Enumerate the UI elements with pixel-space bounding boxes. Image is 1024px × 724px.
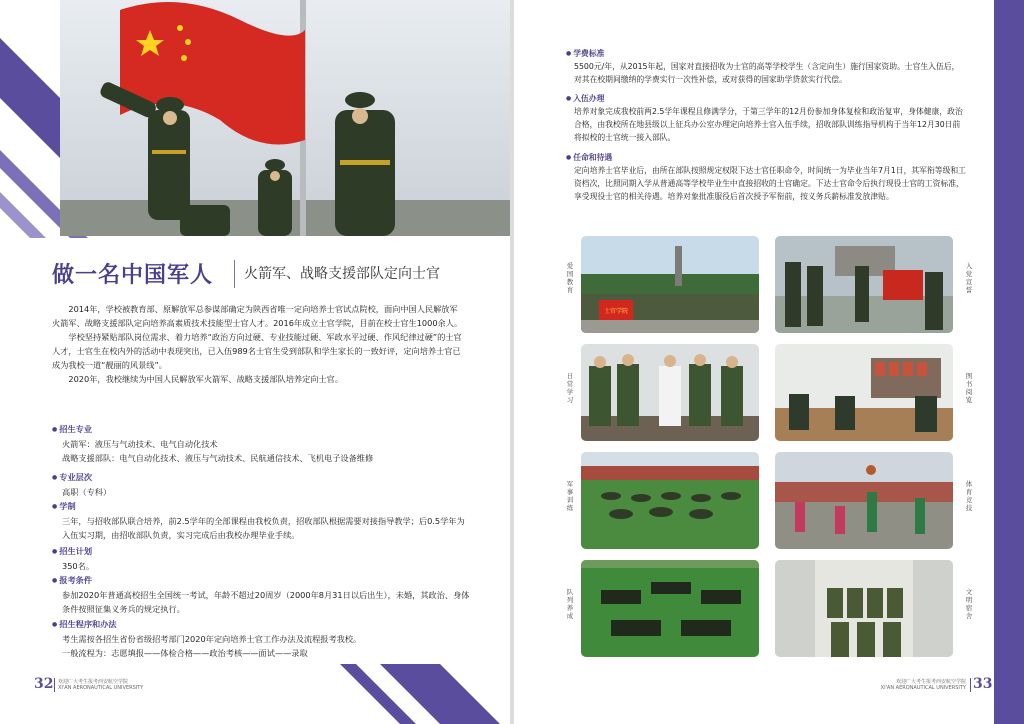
page-number: 32 <box>34 676 54 692</box>
section-heading: ● 报考条件 <box>52 573 472 588</box>
page-title: 做一名中国军人 <box>52 263 214 288</box>
section-appointment <box>566 151 966 203</box>
photo-military-training <box>581 452 759 549</box>
caption-formation-drill: 队列养成 <box>566 588 574 620</box>
section-line: 火箭军：液压与气动技术、电气自动化技术 <box>62 439 218 449</box>
section-line: 战略支援部队：电气自动化技术、液压与气动技术、民航通信技术、飞机电子设备维修 <box>62 453 374 463</box>
section-quota <box>52 544 472 573</box>
left-page <box>0 0 510 724</box>
section-duration <box>52 499 472 542</box>
section-enlistment <box>566 92 966 144</box>
footer-divider <box>970 678 971 692</box>
banner-text: 士官学院 <box>603 308 629 315</box>
section-heading: ● 专业层次 <box>52 470 472 485</box>
section-heading: ● 任命和待遇 <box>566 151 966 164</box>
caption-party-oath: 入党宣誓 <box>965 262 973 294</box>
page-title-block <box>52 258 472 298</box>
section-heading: ● 招生计划 <box>52 544 472 559</box>
section-tuition <box>566 47 966 86</box>
photo-library-reading <box>775 344 953 441</box>
hero-photo-flag-raising <box>60 0 510 236</box>
section-line: 三年，与招收部队联合培养，前2.5学年的全部课程由我校负责，招收部队根据需要对接指导教学；后0.5学年为入伍实习期，由招收部队负责，实习完成后由我校办理毕业手续。 <box>62 516 465 540</box>
section-majors <box>52 422 472 465</box>
section-line: 参加2020年普通高校招生全国统一考试，年龄不超过20周岁（2000年8月31日以后出生），未婚，其政治、身体条件按照征集义务兵的规定执行。 <box>62 590 470 614</box>
section-text: 5500元/年，从2015年起，国家对直接招收为士官的高等学校学生（含定向生）施行国家资助。士官生入伍后，对其在校期间缴纳的学费实行一次性补偿，或对获得的国家助学贷款实行代偿。 <box>574 62 960 84</box>
intro-paragraph: 2020年，我校继续为中国人民解放军火箭军、战略支援部队培养定向士官。 <box>68 374 344 384</box>
footer-text <box>58 679 143 691</box>
purple-diagonal-stripes-bottom <box>320 664 510 724</box>
section-text: 培养对象完成我校前两2.5学年课程且修满学分，于第三学年的12月份参加身体复检和政治复审，身体健康，政治合格，由我校所在地县级以上征兵办公室办理定向培养士官入伍手续，招收部队训练指导机构于当年12月30日前将拟校的士官统一接入部队。 <box>574 107 963 142</box>
photo-daily-study <box>581 344 759 441</box>
footer-text <box>880 679 966 691</box>
section-line: 350名。 <box>62 561 95 571</box>
photo-formation-drill <box>581 560 759 657</box>
section-heading: ● 招生程序和办法 <box>52 617 472 632</box>
intro-text <box>52 302 464 386</box>
section-heading: ● 入伍办理 <box>566 92 966 105</box>
photo-party-oath <box>775 236 953 333</box>
photo-dormitory <box>775 560 953 657</box>
section-procedure <box>52 617 472 660</box>
caption-patriotic-education: 爱国教育 <box>566 262 574 294</box>
caption-library-reading: 图书阅览 <box>965 372 973 404</box>
section-level <box>52 470 472 499</box>
caption-military-training: 军事训练 <box>566 480 574 512</box>
footer-cn: 欢迎广大考生报考西安航空学院 <box>895 679 966 685</box>
footer-en: XI'AN AERONAUTICAL UNIVERSITY <box>880 685 966 691</box>
footer-cn: 欢迎广大考生报考西安航空学院 <box>58 679 129 685</box>
title-divider <box>234 260 235 288</box>
section-line: 高职（专科） <box>62 487 112 497</box>
caption-daily-study: 日常学习 <box>566 372 574 404</box>
caption-dormitory: 文明宿舍 <box>965 588 973 620</box>
footer-divider <box>54 678 55 692</box>
intro-paragraph: 学校坚持紧贴部队岗位需求、着力培养“政治方向过硬、专业技能过硬、军政水平过硬、作风纪律过硬”的士官人才，士官生在校内外的活动中表现突出，已入伍989名士官生受到部队和学生家长的一致好评，定向培养士官已成为我校一道“靓丽的风景线”。 <box>52 332 462 370</box>
section-text: 定向培养士官毕业后，由所在部队按照规定权限下达士官任职命令，时间统一为毕业当年7月1日，其军衔等级和工资档次，比照同期入学从普通高等学校毕业生中直接招收的士官确定。下达士官命令后执行现役士官的工资标准，享受现役士官的相关待遇。培养对象批准服役后首次授予军衔前，按义务兵薪标准发放津贴。 <box>574 166 966 201</box>
section-line: 一般流程为：志愿填报——体检合格——政治考核——面试——录取 <box>62 648 308 658</box>
page-subtitle: 火箭军、战略支援部队定向士官 <box>244 266 440 282</box>
right-page <box>514 0 1024 724</box>
caption-sports-competition: 体育竞技 <box>965 480 973 512</box>
section-heading: ● 学制 <box>52 499 472 514</box>
page-number: 33 <box>973 676 993 692</box>
photo-patriotic-education <box>581 236 759 333</box>
section-requirements <box>52 573 472 616</box>
section-heading: ● 招生专业 <box>52 422 472 437</box>
section-line: 考生需按各招生省份省级招考部门2020年定向培养士官工作办法及流程报考我校。 <box>62 634 362 644</box>
photo-sports-competition <box>775 452 953 549</box>
purple-side-bar <box>994 0 1024 724</box>
section-heading: ● 学费标准 <box>566 47 966 60</box>
intro-paragraph: 2014年，学校被教育部、原解放军总参谋部确定为陕西省唯一定向培养士官试点院校，面向中国人民解放军火箭军、战略支援部队定向培养高素质技术技能型士官人才。2016年成立士官学院，目前在校士官生1000余人。 <box>52 304 463 328</box>
footer-en: XI'AN AERONAUTICAL UNIVERSITY <box>58 685 144 691</box>
